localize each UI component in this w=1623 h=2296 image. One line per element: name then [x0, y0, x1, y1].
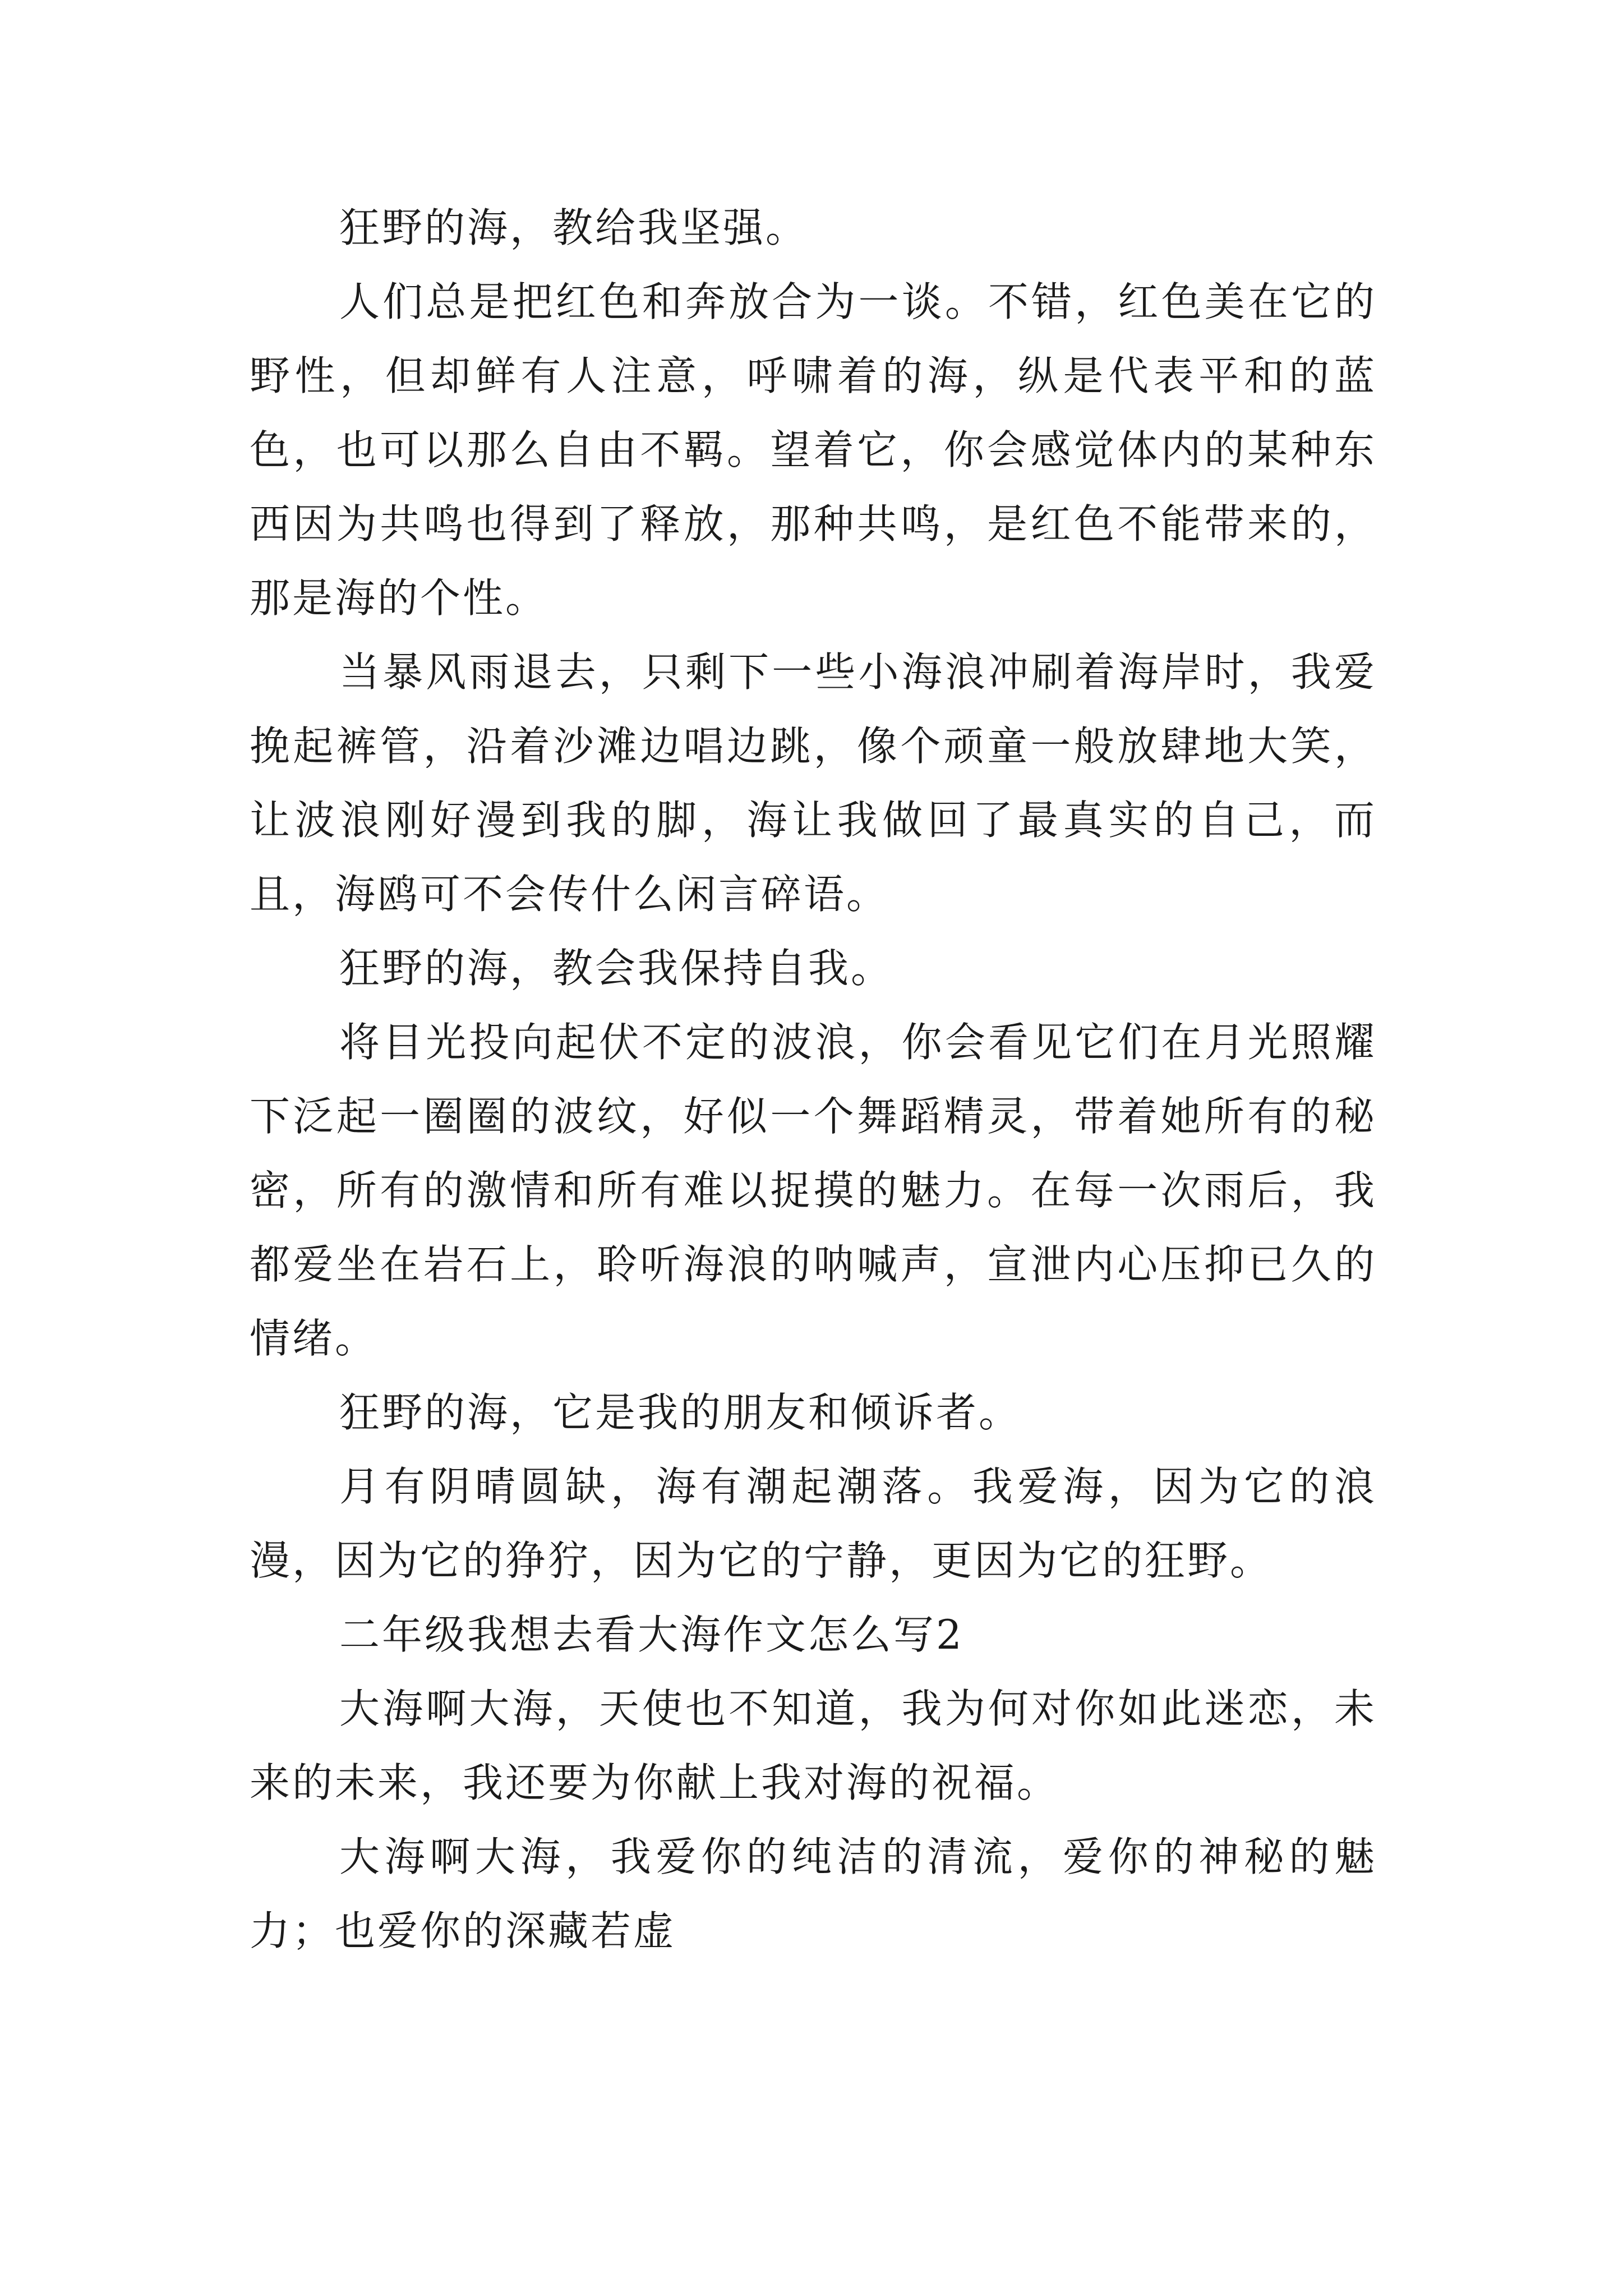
paragraph-angel-does-not-know: 大海啊大海，天使也不知道，我为何对你如此迷恋，未来的未来，我还要为你献上我对海的祝福。: [250, 1685, 1377, 1806]
section-heading: 二年级我想去看大海作文怎么写2: [339, 1611, 964, 1658]
document-body: [250, 191, 1377, 1968]
paragraph-moon-and-tides: 月有阴晴圆缺，海有潮起潮落。我爱海，因为它的浪漫，因为它的狰狞，因为它的宁静，更因为它的狂野。: [250, 1463, 1377, 1584]
paragraph-wild-sea-friend: 狂野的海，它是我的朋友和倾诉者。: [339, 1389, 1022, 1436]
paragraph-wild-sea-strength: 狂野的海，教给我坚强。: [339, 204, 809, 251]
paragraph-red-and-blue: 人们总是把红色和奔放合为一谈。不错，红色美在它的野性，但却鲜有人注意，呼啸着的海，纵是代表平和的蓝色，也可以那么自由不羁。望着它，你会感觉体内的某种东西因为共鸣也得到了释放，那种共鸣，是红色不能带来的，那是海的个性。: [250, 278, 1377, 622]
paragraph-wild-sea-self: 狂野的海，教会我保持自我。: [339, 945, 894, 992]
paragraph-after-storm: 当暴风雨退去，只剩下一些小海浪冲刷着海岸时，我爱挽起裤管，沿着沙滩边唱边跳，像个顽童一般放肆地大笑，让波浪刚好漫到我的脚，海让我做回了最真实的自己，而且，海鸥可不会传什么闲言碎语。: [250, 648, 1377, 918]
paragraph-pure-stream: 大海啊大海，我爱你的纯洁的清流，爱你的神秘的魅力；也爱你的深藏若虚: [250, 1833, 1377, 1954]
paragraph-moonlit-waves: 将目光投向起伏不定的波浪，你会看见它们在月光照耀下泛起一圈圈的波纹，好似一个舞蹈精灵，带着她所有的秘密，所有的激情和所有难以捉摸的魅力。在每一次雨后，我都爱坐在岩石上，聆听海浪的呐喊声，宣泄内心压抑已久的情绪。: [250, 1019, 1377, 1362]
